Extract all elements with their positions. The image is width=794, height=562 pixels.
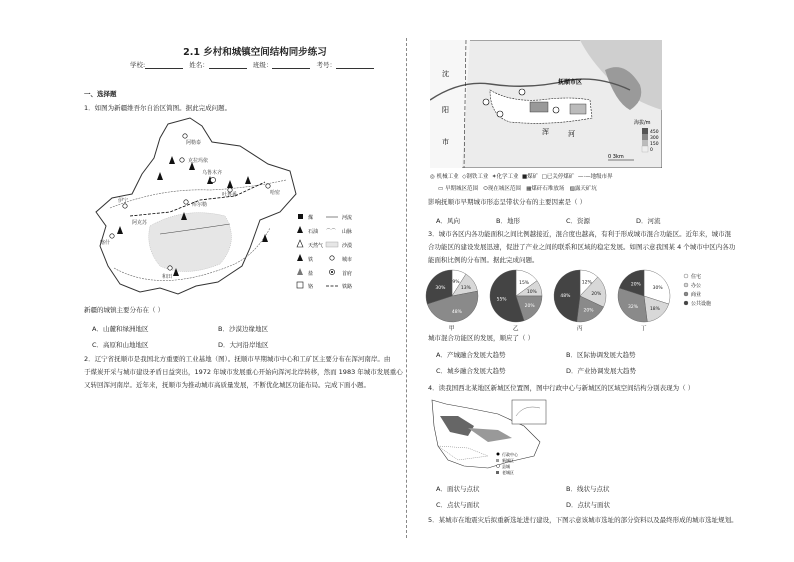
legend-gangue-icon: ▦ [526, 186, 532, 192]
q2-option-b[interactable]: B．地形 [496, 217, 520, 225]
pie-slice-label: 20% [630, 282, 641, 288]
svg-text:抚顺市区: 抚顺市区 [558, 79, 583, 86]
pie-slice-label: 32% [627, 304, 638, 310]
q1-option-b[interactable]: B．沙漠边缘地区 [218, 325, 268, 333]
fushun-map [430, 40, 662, 168]
svg-text:河流: 河流 [342, 215, 353, 221]
q2-question: 影响抚顺市早期城市形态呈带状分布的主要因素是（ ） [428, 198, 587, 206]
svg-text:首府: 首府 [342, 271, 353, 277]
svg-text:库尔勒: 库尔勒 [192, 202, 208, 208]
legend-machinery-icon: ◎ [430, 174, 435, 180]
svg-text:伊宁: 伊宁 [118, 198, 129, 204]
svg-text:沙漠: 沙漠 [342, 243, 353, 249]
pie-slice-label: 9% [452, 280, 460, 286]
pie-slice-label: 15% [519, 281, 530, 287]
svg-text:铁路: 铁路 [342, 284, 353, 290]
svg-text:行政中心: 行政中心 [502, 452, 518, 457]
xinjiang-map [90, 116, 380, 301]
q3-question: 城市混合功能区的发展，顺应了（ ） [428, 334, 535, 342]
pie-city-label: 丁 [641, 326, 647, 332]
legend-early-city-icon: ▭ [438, 186, 444, 192]
school-blank[interactable] [145, 62, 183, 69]
svg-text:石油: 石油 [308, 229, 319, 235]
pie-slice-label: 13% [460, 286, 471, 292]
svg-text:浑: 浑 [542, 128, 549, 136]
page-title: 2.1 乡村和城镇空间结构同步练习 [183, 47, 327, 58]
q1-stem: 1．如图为新疆维吾尔自治区简图。据此完成问题。 [84, 104, 232, 112]
svg-text:0 3km: 0 3km [608, 154, 624, 160]
pie-slice-label: 30% [435, 285, 446, 291]
q4-option-a[interactable]: A．面状与点状 [436, 485, 480, 493]
exam-no-blank[interactable] [336, 62, 374, 69]
svg-text:海拔/m: 海拔/m [634, 120, 651, 126]
pie-legend-label: 办公 [691, 283, 702, 289]
pie-legend-swatch [684, 274, 688, 278]
fushun-legend-row-2: ▭ 早期城区范围 ⬭现在城区范围 ▦煤矸石堆放场 ▨露天矿坑 [438, 186, 597, 192]
q3-stem-line-1: 3．城市各区内各功能面积之间比例越接近，混合度也越高，有利于形成城市混合功能区。近年来，城市混 [428, 230, 732, 238]
pie-city-label: 甲 [449, 326, 455, 332]
pie-city-label: 乙 [513, 326, 519, 332]
svg-text:阳: 阳 [442, 106, 449, 114]
q4-stem: 4．读我国西北某地区新城区位置图，图中行政中心与新城区的区域空间结构分别表现为（ ） [428, 384, 695, 392]
q1-option-d[interactable]: D．大河沿岸地区 [218, 341, 269, 349]
pie-legend-label: 住宅 [691, 274, 702, 280]
svg-text:300: 300 [650, 136, 659, 141]
q4-option-d[interactable]: D．点状与面状 [566, 501, 611, 509]
svg-text:城市: 城市 [342, 257, 353, 263]
pie-slice-label: 10% [526, 290, 537, 296]
pie-slice-label: 12% [581, 280, 592, 286]
q2-stem-line-3: 又转回浑河南岸。近年来，抚顺市为推动城市高质量发展，不断优化城区功能布局。完成下面小题。 [84, 381, 370, 389]
svg-text:沈: 沈 [442, 70, 449, 78]
pie-slice-label: 18% [649, 307, 660, 313]
legend-current-city-icon: ⬭ [483, 186, 488, 192]
q1-option-c[interactable]: C．高原和山地地区 [92, 341, 149, 349]
svg-text:和田: 和田 [162, 274, 173, 280]
pie-slice-label: 20% [583, 308, 594, 314]
legend-boundary-icon: —·— [577, 174, 591, 180]
svg-text:乌鲁木齐: 乌鲁木齐 [202, 170, 223, 176]
class-label: 班级： [252, 61, 273, 69]
svg-text:盐: 盐 [308, 271, 314, 277]
legend-open-pit-icon: ▨ [569, 186, 575, 192]
q2-stem-line-1: 2．辽宁省抚顺市是我国北方重要的工业基地（图）。抚顺市早期城市中心和工矿区主要分布在浑河南岸。由 [84, 355, 391, 363]
class-blank[interactable] [272, 62, 310, 69]
svg-text:0: 0 [650, 148, 653, 153]
q4-option-c[interactable]: C．点状与面状 [436, 501, 480, 509]
svg-text:克拉玛依: 克拉玛依 [188, 158, 209, 164]
pie-legend-swatch [684, 292, 688, 296]
q3-stem-line-3: 能面积比例的分布图。据此完成问题。 [428, 256, 539, 264]
svg-text:哈密: 哈密 [270, 190, 281, 196]
legend-steel-icon: ◇ [462, 174, 467, 180]
svg-text:河: 河 [568, 130, 575, 138]
svg-text:铁: 铁 [308, 257, 314, 263]
pie-slice-label: 30% [652, 285, 663, 291]
pie-slice-label: 55% [496, 297, 507, 303]
pie-city-label: 丙 [577, 326, 583, 332]
svg-text:铬: 铬 [308, 284, 314, 290]
pie-slice-label: 20% [524, 304, 535, 310]
svg-text:山脉: 山脉 [342, 229, 353, 235]
q2-option-c[interactable]: C．资源 [566, 217, 591, 225]
exam-no-label: 考号： [316, 61, 336, 69]
q2-option-d[interactable]: D．河流 [636, 217, 661, 225]
svg-text:县城: 县城 [502, 464, 510, 469]
q2-stem-line-2: 于煤炭开采与城市建设矛盾日益突出，1972 年城市发展重心开始向浑河北岸转移，然而 1983 年城市发展重心 [84, 368, 403, 376]
q3-option-a[interactable]: A．产城融合发展大趋势 [436, 351, 506, 359]
legend-coal-mine-icon: ■ [521, 174, 528, 180]
svg-text:阿勒泰: 阿勒泰 [186, 140, 202, 146]
legend-closed-mine-icon: □ [541, 174, 547, 180]
svg-text:150: 150 [650, 142, 659, 147]
pie-legend-label: 商业 [691, 292, 702, 298]
q5-stem: 5．某城市在地震灾后拟重新选址进行建设，下图示意该城市选址的部分资料以及最终形成的城市选址规划。 [428, 516, 738, 524]
q1-option-a[interactable]: A．山麓和绿洲地区 [92, 325, 149, 333]
svg-text:市: 市 [442, 138, 449, 146]
pie-slice-label: 20% [591, 292, 602, 298]
new-district-map [428, 396, 558, 478]
pie-legend-swatch [684, 301, 688, 305]
legend-chemical-icon: ✶ [491, 174, 497, 180]
q4-option-b[interactable]: B．线状与点状 [566, 485, 610, 493]
svg-text:⌒⌒: ⌒⌒ [326, 229, 337, 235]
name-label: 姓名： [189, 61, 209, 69]
svg-text:老城区: 老城区 [502, 470, 514, 475]
section-title: 一、选择题 [84, 90, 117, 98]
pie-slice-label: 48% [451, 310, 462, 316]
function-area-pie-charts [424, 266, 714, 332]
pie-legend-label: 公共设施 [691, 301, 712, 307]
student-info-line [130, 60, 378, 69]
svg-text:煤: 煤 [308, 215, 314, 221]
svg-text:450: 450 [650, 130, 659, 135]
q3-option-c[interactable]: C．城乡融合发展大趋势 [436, 367, 506, 375]
q3-stem-line-2: 合功能区的建设发展迅速，促进了产业之间的联系和区域的稳定发展。如图示意我国某 4 个城市中区内各功 [428, 243, 736, 251]
taklimakan-desert [149, 213, 232, 272]
svg-text:阿克苏: 阿克苏 [132, 220, 148, 226]
svg-text:吐鲁番: 吐鲁番 [222, 192, 238, 198]
svg-text:新城区: 新城区 [502, 458, 514, 463]
column-divider [406, 38, 407, 538]
svg-text:天然气: 天然气 [308, 243, 324, 249]
pie-legend-swatch [684, 283, 688, 287]
fushun-legend-row-1: ◎ 机械工业 ◇钢铁工业 ✶化学工业 ■煤矿 □已关停煤矿 —·—地级市界 [430, 174, 613, 180]
q3-option-d[interactable]: D．产业协调发展大趋势 [566, 367, 637, 375]
name-blank[interactable] [209, 62, 247, 69]
pie-slice-label: 48% [560, 294, 571, 300]
q1-question: 新疆的城镇主要分布在（ ） [84, 306, 165, 314]
svg-text:喀什: 喀什 [100, 240, 111, 246]
school-label: 学校: [130, 61, 146, 69]
q2-option-a[interactable]: A．风向 [436, 217, 460, 225]
q3-option-b[interactable]: B．区际协调发展大趋势 [566, 351, 636, 359]
